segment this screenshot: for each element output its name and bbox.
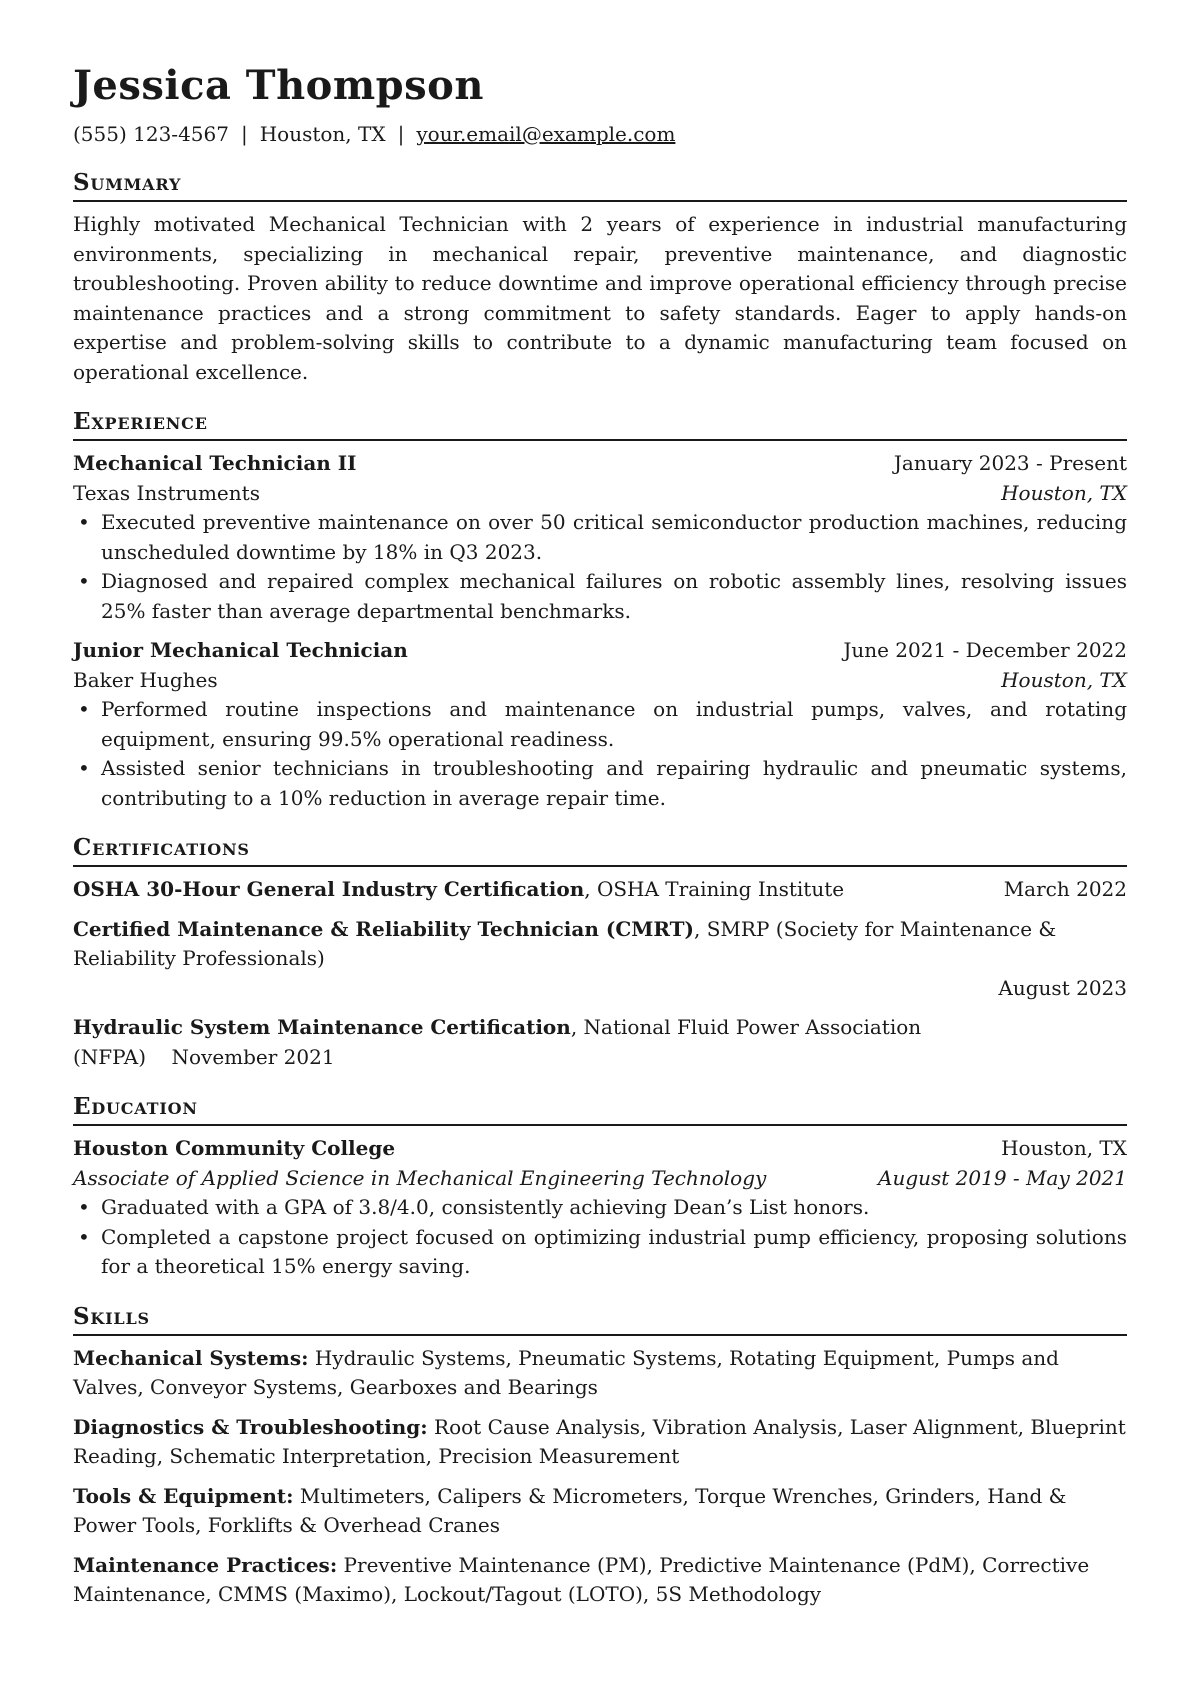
education-dates: August 2019 - May 2021 — [878, 1165, 1127, 1190]
resume-page — [73, 58, 1127, 1620]
skill-group-label: Mechanical Systems: — [73, 1345, 309, 1370]
candidate-name: Jessica Thompson — [73, 62, 484, 109]
certification-issuer: , National Fluid Power Association (NFPA) — [73, 1015, 922, 1069]
job-dates: June 2021 - December 2022 — [843, 638, 1127, 662]
job-entry — [73, 636, 1127, 813]
certification-item — [73, 1013, 1127, 1072]
certification-name: Hydraulic System Maintenance Certification — [73, 1015, 571, 1039]
certification-issuer: , OSHA Training Institute — [584, 877, 845, 901]
education-subheader — [73, 1164, 1127, 1194]
job-location: Houston, TX — [1001, 667, 1127, 692]
job-bullets — [73, 508, 1127, 626]
skill-group-text: Hydraulic Systems, Pneumatic Systems, Rotating Equipment, Pumps and Valves, Conveyor Systems, Gearboxes and Bearings — [73, 1345, 1059, 1399]
job-company: Baker Hughes — [73, 667, 218, 692]
school-name: Houston Community College — [73, 1136, 396, 1160]
job-subheader — [73, 479, 1127, 509]
education-header — [73, 1134, 1127, 1164]
location: Houston, TX — [259, 122, 386, 146]
certification-date: November 2021 — [171, 1044, 335, 1069]
section-title-education: Education — [73, 1092, 1127, 1126]
skills-section — [73, 1302, 1127, 1610]
certification-date: March 2022 — [1003, 877, 1127, 901]
skill-group — [73, 1482, 1127, 1541]
email-link[interactable]: your.email@example.com — [416, 122, 676, 146]
job-dates: January 2023 - Present — [893, 451, 1127, 475]
skill-group-label: Tools & Equipment: — [73, 1483, 294, 1508]
job-bullets — [73, 695, 1127, 813]
skill-group-label: Diagnostics & Troubleshooting: — [73, 1414, 428, 1439]
section-title-certifications: Certifications — [73, 833, 1127, 867]
education-bullets — [73, 1193, 1127, 1282]
certification-date: August 2023 — [998, 975, 1127, 1000]
school-location: Houston, TX — [1001, 1136, 1127, 1160]
contact-separator: | — [397, 122, 405, 146]
section-title-summary: Summary — [73, 168, 1127, 202]
certification-item — [73, 875, 1127, 905]
contact-separator: | — [240, 122, 248, 146]
certifications-section — [73, 833, 1127, 1072]
certification-name: OSHA 30-Hour General Industry Certification — [73, 877, 585, 901]
skill-group-text: Multimeters, Calipers & Micrometers, Torque Wrenches, Grinders, Hand & Power Tools, Forklifts & Overhead Cranes — [73, 1483, 1067, 1537]
certification-date-row — [73, 974, 1127, 1004]
list-item: • Completed a capstone project focused on optimizing industrial pump efficiency, proposing solutions for a theoretical 15% energy saving. — [101, 1223, 1127, 1282]
certification-name: Certified Maintenance & Reliability Technician (CMRT) — [73, 916, 694, 941]
education-section — [73, 1092, 1127, 1282]
list-item: • Assisted senior technicians in troubleshooting and repairing hydraulic and pneumatic systems, contributing to a 10% reduction in average repair time. — [101, 754, 1127, 813]
phone-number: (555) 123-4567 — [73, 122, 229, 146]
job-location: Houston, TX — [1001, 480, 1127, 505]
section-title-experience: Experience — [73, 407, 1127, 441]
list-item: • Diagnosed and repaired complex mechanical failures on robotic assembly lines, resolving issues 25% faster than average departmental benchmarks. — [101, 567, 1127, 626]
job-header — [73, 449, 1127, 479]
list-item: • Graduated with a GPA of 3.8/4.0, consistently achieving Dean’s List honors. — [101, 1193, 1127, 1223]
job-company: Texas Instruments — [73, 480, 260, 505]
skill-group-text: Preventive Maintenance (PM), Predictive Maintenance (PdM), Corrective Maintenance, CMMS (Maximo), Lockout/Tagout (LOTO), 5S Methodology — [73, 1552, 1090, 1606]
degree-name: Associate of Applied Science in Mechanical Engineering Technology — [73, 1165, 767, 1190]
skill-group — [73, 1344, 1127, 1403]
job-header — [73, 636, 1127, 666]
job-entry — [73, 449, 1127, 626]
job-role: Mechanical Technician II — [73, 451, 357, 475]
skill-group — [73, 1551, 1127, 1610]
skill-group-text: Root Cause Analysis, Vibration Analysis, Laser Alignment, Blueprint Reading, Schematic Interpretation, Precision Measurement — [73, 1414, 1126, 1468]
experience-section — [73, 407, 1127, 813]
skill-group — [73, 1413, 1127, 1472]
contact-line — [73, 120, 1127, 148]
summary-section — [73, 168, 1127, 387]
list-item: • Executed preventive maintenance on over 50 critical semiconductor production machines, reducing unscheduled downtime by 18% in Q3 2023. — [101, 508, 1127, 567]
job-subheader — [73, 666, 1127, 696]
job-role: Junior Mechanical Technician — [73, 638, 408, 662]
summary-text: Highly motivated Mechanical Technician with 2 years of experience in industrial manufacturing environments, specializing in mechanical repair, preventive maintenance, and diagnostic troubleshooting. Proven ability to reduce downtime and improve operational efficiency through precise maintenance practices and a strong commitment to safety standards. Eager to apply hands-on expertise and problem-solving skills to contribute to a dynamic manufacturing team focused on operational excellence. — [73, 212, 1127, 384]
skill-group-label: Maintenance Practices: — [73, 1552, 338, 1577]
list-item: • Performed routine inspections and maintenance on industrial pumps, valves, and rotating equipment, ensuring 99.5% operational readiness. — [101, 695, 1127, 754]
certification-issuer: , SMRP (Society for Maintenance & Reliability Professionals) — [73, 916, 1057, 970]
section-title-skills: Skills — [73, 1302, 1127, 1336]
certification-item — [73, 915, 1127, 1004]
